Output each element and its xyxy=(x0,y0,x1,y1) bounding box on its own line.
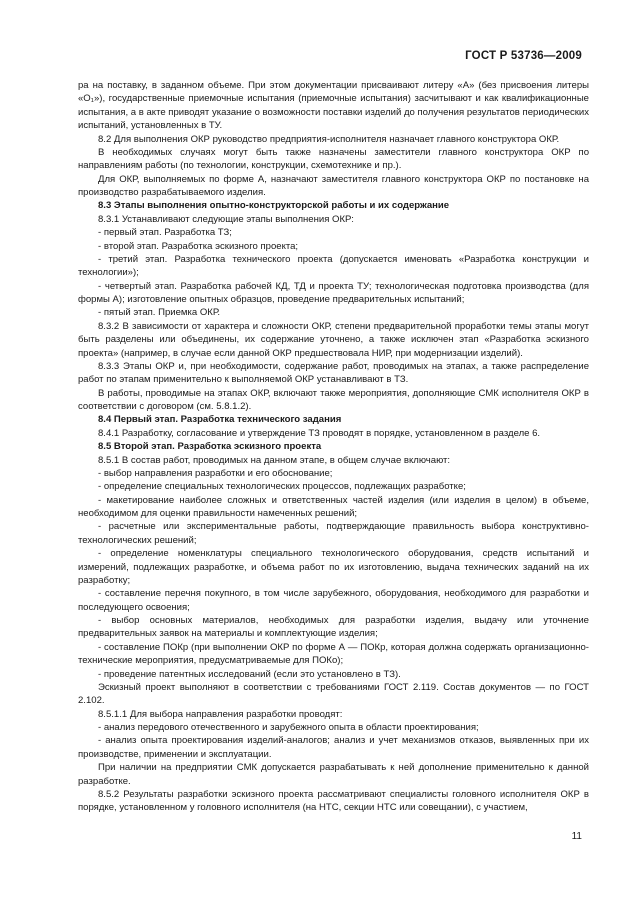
page-number: 11 xyxy=(571,831,582,842)
list-item: - выбор направления разработки и его обоснование; xyxy=(98,467,333,479)
document-body xyxy=(78,79,589,815)
list-item: - анализ передового отечественного и зарубежного опыта в области проектирования; xyxy=(98,722,479,733)
paragraph: В необходимых случаях могут быть также назначены заместители главного конструктора ОКР по направлениям работы (по технологии, конструкции, схемотехнике и пр.). xyxy=(78,146,589,172)
paragraph: 8.5.1 В состав работ, проводимых на данном этапе, в общем случае включают: xyxy=(98,454,451,466)
list-item: - составление ПОКр (при выполнении ОКР по форме А — ПОКр, которая должна содержать организационно-технические мероприятия, предусматриваемые для ПОКо); xyxy=(78,641,589,667)
paragraph: 8.2 Для выполнения ОКР руководство предприятия-исполнителя назначает главного конструктора ОКР. xyxy=(98,133,560,145)
paragraph: 8.5.2 Результаты разработки эскизного проекта рассматривают специалисты головного исполнителя ОКР в порядке, установленном у головного исполнителя (на НТС, секции НТС или совещании), с участием, xyxy=(78,788,589,814)
paragraph: В работы, проводимые на этапах ОКР, включают также мероприятия, дополняющие СМК исполнителя ОКР в соответствии с договором (см. 5.8.1.2). xyxy=(78,387,589,412)
list-item: - определение специальных технологических процессов, подлежащих разработке; xyxy=(98,481,466,493)
list-item: - пятый этап. Приемка ОКР. xyxy=(98,307,221,319)
list-item: - второй этап. Разработка эскизного проекта; xyxy=(98,240,299,252)
section-heading-8-5: 8.5 Второй этап. Разработка эскизного проекта xyxy=(98,441,322,453)
list-item: - расчетные или экспериментальные работы, подтверждающие правильность выбора конструктивно-технологических решений; xyxy=(78,521,589,546)
standard-number: ГОСТ Р 53736—2009 xyxy=(465,50,582,62)
list-item: - определение номенклатуры специального технологического оборудования, средств испытаний и измерений, подлежащих разработке, и объема работ по их изготовлению, выдача технических заданий на их разработку; xyxy=(78,548,589,586)
list-item: - четвертый этап. Разработка рабочей КД, ТД и проекта ТУ; технологическая подготовка производства (для формы А); изготовление опытных образцов, проведение предварительных испытаний; xyxy=(78,280,589,305)
list-item: - составление перечня покупного, в том числе зарубежного, оборудования, необходимого для разработки и последующего освоения; xyxy=(78,588,589,613)
paragraph-continuation: ра на поставку, в заданном объеме. При этом документации присваивают литеру «А» (без присвоения литеры «О₁»), государственные приемочные испытания (приемочные испытания) засчитывают и как квалификационные испытания, а в акте приводят указание о возможности поставки изделий до получения результатов периодических испытаний, установленных в ТУ. xyxy=(78,80,589,132)
list-item: - проведение патентных исследований (если это установлено в ТЗ). xyxy=(98,668,401,680)
paragraph: При наличии на предприятии СМК допускается разрабатывать к ней дополнение применительно к данной разработке. xyxy=(78,762,589,787)
list-item: - макетирование наиболее сложных и ответственных частей изделия (или изделия в целом) в объеме, необходимом для оценки правильности намеченных решений; xyxy=(78,494,589,519)
paragraph: 8.5.1.1 Для выбора направления разработки проводят: xyxy=(98,708,343,720)
paragraph: Для ОКР, выполняемых по форме А, назначают заместителя главного конструктора ОКР по постановке на производство разрабатываемого изделия. xyxy=(78,173,589,198)
list-item: - анализ опыта проектирования изделий-аналогов; анализ и учет механизмов отказов, выявленных при их производстве, применении и эксплуатации. xyxy=(78,735,589,760)
list-item: - выбор основных материалов, необходимых для разработки изделия, выдачу или уточнение предварительных заявок на материалы и комплектующие изделия; xyxy=(78,615,589,640)
list-item: - первый этап. Разработка ТЗ; xyxy=(98,227,232,239)
list-item: - третий этап. Разработка технического проекта (допускается именовать «Разработка конструкции и технологии»); xyxy=(78,253,589,279)
paragraph: Эскизный проект выполняют в соответствии с требованиями ГОСТ 2.119. Состав документов — по ГОСТ 2.102. xyxy=(78,681,589,707)
paragraph: 8.3.2 В зависимости от характера и сложности ОКР, степени предварительной проработки темы этапы могут быть разделены или объединены, их содержание уточнено, а также исключен этап «Разработка эскизного проекта» (например, в случае если данной ОКР предшествовала НИР, при модернизации изделий). xyxy=(78,320,589,359)
paragraph: 8.3.1 Устанавливают следующие этапы выполнения ОКР: xyxy=(98,213,354,225)
section-heading-8-4: 8.4 Первый этап. Разработка технического задания xyxy=(98,414,342,426)
section-heading-8-3: 8.3 Этапы выполнения опытно-конструкторской работы и их содержание xyxy=(98,200,450,212)
paragraph: 8.3.3 Этапы ОКР и, при необходимости, содержание работ, проводимых на этапах, а также распределение работ по этапам применительно к выполняемой ОКР устанавливают в ТЗ. xyxy=(78,360,589,386)
paragraph: 8.4.1 Разработку, согласование и утверждение ТЗ проводят в порядке, установленном в разделе 6. xyxy=(98,427,541,439)
